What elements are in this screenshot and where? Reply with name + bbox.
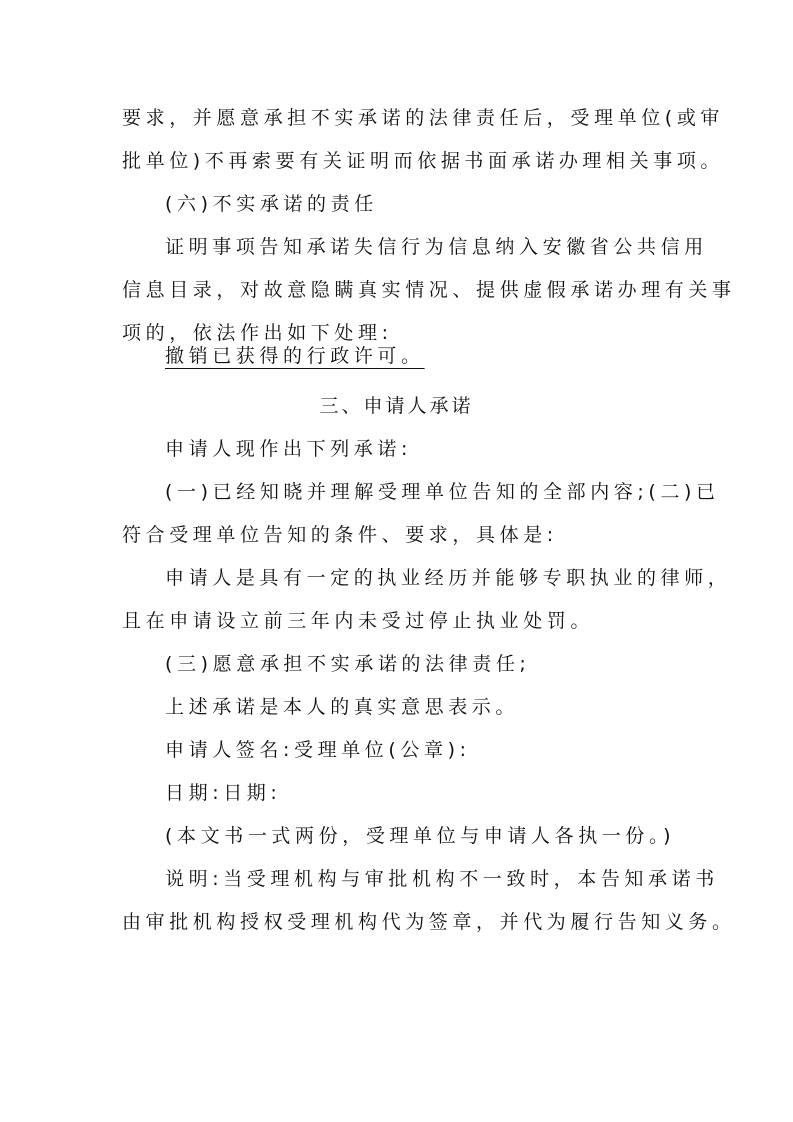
paragraph-line: (三)愿意承担不实承诺的法律责任; bbox=[165, 653, 531, 675]
paragraph-line: 且在申请设立前三年内未受过停止执业处罚。 bbox=[122, 610, 595, 632]
paragraph-line: 项的，依法作出如下处理: bbox=[122, 322, 393, 344]
paragraph-line: 符合受理单位告知的条件、要求，具体是: bbox=[122, 524, 558, 546]
paragraph-line: 证明事项告知承诺失信行为信息纳入安徽省公共信用 bbox=[165, 236, 708, 258]
paragraph-line: (一)已经知晓并理解受理单位告知的全部内容;(二)已 bbox=[165, 481, 720, 503]
section-heading: (六)不实承诺的责任 bbox=[165, 193, 378, 215]
date-line: 日期:日期: bbox=[165, 782, 282, 804]
note-line: 由审批机构授权受理机构代为签章，并代为履行告知义务。 bbox=[122, 911, 736, 933]
paragraph-line: 申请人是具有一定的执业经历并能够专职执业的律师， bbox=[165, 567, 732, 589]
paragraph-line: (本文书一式两份，受理单位与申请人各执一份。) bbox=[165, 825, 676, 847]
note-line: 说明:当受理机构与审批机构不一致时，本告知承诺书 bbox=[165, 868, 719, 890]
filled-in-penalty: 撤销已获得的行政许可。 bbox=[165, 345, 425, 367]
paragraph-line: 批单位)不再索要有关证明而依据书面承诺办理相关事项。 bbox=[122, 150, 725, 172]
signature-line: 申请人签名:受理单位(公章): bbox=[165, 739, 471, 761]
section-title: 三、申请人承诺 bbox=[319, 395, 474, 417]
paragraph-line: 信息目录，对故意隐瞒真实情况、提供虚假承诺办理有关事 bbox=[122, 279, 736, 301]
paragraph-line: 申请人现作出下列承诺: bbox=[165, 438, 413, 460]
paragraph-line: 上述承诺是本人的真实意思表示。 bbox=[165, 696, 520, 718]
paragraph-line: 要求，并愿意承担不实承诺的法律责任后，受理单位(或审 bbox=[122, 107, 725, 129]
